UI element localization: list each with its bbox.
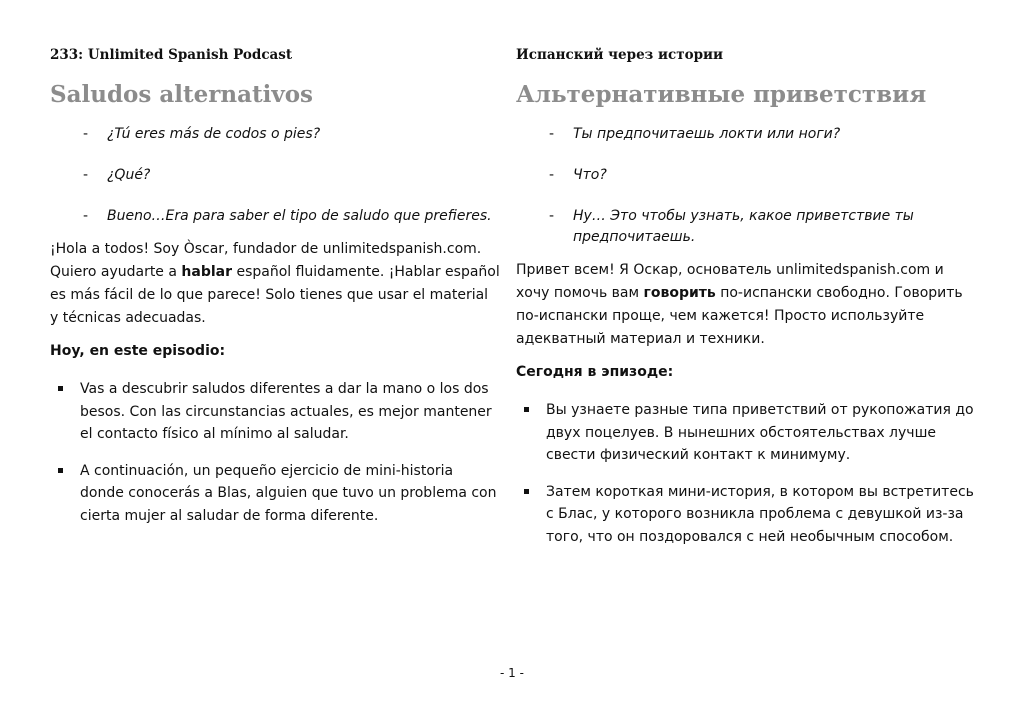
intro-text: по-испански свободно. Говорить по-испански проще, чем кажется! Просто используйте адекватный материал и техники.	[516, 285, 963, 347]
dialogue-dash: -	[83, 167, 89, 183]
dialogue-text: ¿Qué?	[107, 167, 151, 183]
episode-section-heading: Hoy, en este episodio:	[50, 343, 226, 359]
page-number: - 1 -	[500, 666, 524, 680]
episode-bullet-list	[516, 399, 978, 548]
dialogue-line	[50, 206, 500, 227]
dialogue-dash: -	[549, 208, 555, 224]
episode-bullet-list	[50, 378, 500, 527]
dialogue-dash: -	[83, 126, 89, 142]
intro-bold-word: hablar	[181, 264, 232, 280]
bullet-text: Vas a descubrir saludos diferentes a dar la mano o los dos besos. Con las circunstancias actuales, es mejor mantener el contacto físico al mínimo al saludar.	[80, 381, 492, 442]
square-bullet-icon	[58, 386, 63, 391]
dialogue-dash: -	[83, 208, 89, 224]
square-bullet-icon	[58, 468, 63, 473]
bullet-item	[516, 481, 978, 549]
podcast-kicker: Испанский через истории	[516, 47, 724, 63]
dialogue-line	[516, 206, 978, 248]
dialogue-line	[50, 124, 500, 145]
dialogue-list	[516, 124, 978, 248]
dialogue-text: ¿Tú eres más de codos o pies?	[107, 126, 321, 142]
dialogue-line	[516, 124, 978, 145]
bullet-item	[50, 460, 500, 528]
russian-column	[516, 46, 978, 562]
bullet-item	[516, 399, 978, 467]
bullet-text: Затем короткая мини-история, в котором вы встретитесь с Блас, у которого возникла проблема с девушкой из-за того, что он поздоровался с ней необычным способом.	[546, 483, 974, 545]
dialogue-text: Ты предпочитаешь локти или ноги?	[573, 126, 841, 142]
dialogue-list	[50, 124, 500, 227]
intro-paragraph	[50, 238, 500, 330]
podcast-kicker: 233: Unlimited Spanish Podcast	[50, 47, 293, 63]
dialogue-line	[516, 165, 978, 186]
dialogue-dash: -	[549, 167, 555, 183]
square-bullet-icon	[524, 489, 529, 494]
dialogue-text: Bueno…Era para saber el tipo de saludo que prefieres.	[107, 208, 492, 224]
intro-text: ¡Hola a todos! Soy Òscar, fundador de unlimitedspanish.com. Quiero ayudarte a	[50, 241, 482, 280]
square-bullet-icon	[524, 407, 529, 412]
dialogue-line	[50, 165, 500, 186]
intro-paragraph	[516, 259, 978, 351]
bullet-item	[50, 378, 500, 446]
bullet-text: Вы узнаете разные типа приветствий от рукопожатия до двух поцелуев. В нынешних обстоятельствах лучше свести физический контакт к минимуму.	[546, 402, 974, 463]
episode-section-heading: Сегодня в эпизоде:	[516, 364, 674, 380]
intro-text: español fluidamente. ¡Hablar español es más fácil de lo que parece! Solo tienes que usar el material y técnicas adecuadas.	[50, 264, 500, 326]
dialogue-text: Что?	[573, 167, 607, 183]
bullet-text: A continuación, un pequeño ejercicio de mini-historia donde conocerás a Blas, alguien que tuvo un problema con cierta mujer al saludar de forma diferente.	[80, 462, 497, 524]
dialogue-dash: -	[549, 126, 555, 142]
spanish-column	[50, 46, 500, 541]
intro-bold-word: говорить	[643, 285, 716, 301]
episode-title: Альтернативные приветствия	[516, 81, 927, 108]
episode-title: Saludos alternativos	[50, 81, 314, 108]
intro-text: Привет всем! Я Оскар, основатель unlimitedspanish.com и хочу помочь вам	[516, 262, 944, 301]
dialogue-text: Ну… Это чтобы узнать, какое приветствие ты предпочитаешь.	[573, 208, 914, 245]
